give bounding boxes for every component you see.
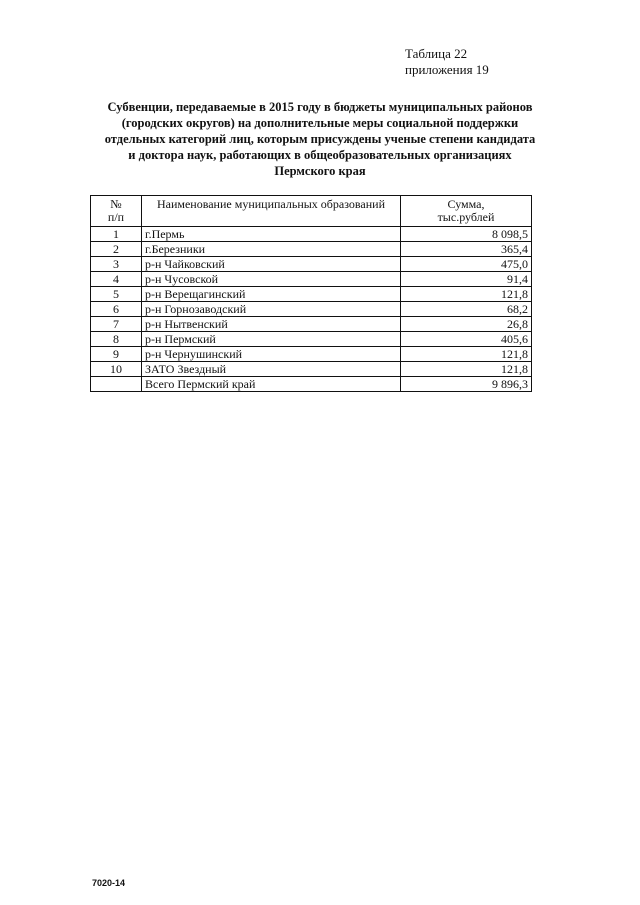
header-sum-unit: тыс.рублей [437, 210, 495, 224]
header-number-abbr: п/п [107, 210, 125, 224]
table-row [91, 257, 532, 272]
row-number: 1 [91, 227, 142, 242]
row-sum: 121,8 [401, 347, 532, 362]
row-sum: 91,4 [401, 272, 532, 287]
table-row [91, 317, 532, 332]
row-name: г.Пермь [142, 227, 401, 242]
appendix-number: приложения 19 [405, 62, 489, 77]
header-name [142, 196, 401, 227]
row-sum: 68,2 [401, 302, 532, 317]
table-row [91, 302, 532, 317]
row-name: ЗАТО Звездный [142, 362, 401, 377]
row-sum: 121,8 [401, 362, 532, 377]
document-title [70, 99, 570, 179]
document-code: 7020-14 [92, 878, 126, 888]
table-row [91, 287, 532, 302]
table-row [91, 332, 532, 347]
total-label: Всего Пермский край [142, 377, 401, 392]
row-number: 2 [91, 242, 142, 257]
row-sum: 121,8 [401, 287, 532, 302]
row-sum: 26,8 [401, 317, 532, 332]
table-total-row [91, 377, 532, 392]
header-sum-label: Сумма, [447, 197, 485, 211]
row-number: 9 [91, 347, 142, 362]
total-number-cell [91, 377, 142, 392]
table-row [91, 227, 532, 242]
header-number-symbol: № [110, 197, 122, 211]
header-name-label: Наименование муниципальных образований [156, 197, 386, 211]
subventions-table [90, 195, 532, 392]
row-number: 7 [91, 317, 142, 332]
table-header-row [91, 196, 532, 227]
row-number: 3 [91, 257, 142, 272]
row-sum: 365,4 [401, 242, 532, 257]
row-number: 4 [91, 272, 142, 287]
row-name: р-н Пермский [142, 332, 401, 347]
row-number: 8 [91, 332, 142, 347]
title-line: Пермского края [274, 164, 366, 178]
row-name: р-н Чернушинский [142, 347, 401, 362]
table-row [91, 242, 532, 257]
row-name: р-н Верещагинский [142, 287, 401, 302]
row-number: 5 [91, 287, 142, 302]
table-row [91, 347, 532, 362]
row-name: г.Березники [142, 242, 401, 257]
title-line: Субвенции, передаваемые в 2015 году в бюджеты муниципальных районов [107, 100, 533, 114]
table-reference [405, 46, 489, 78]
title-line: (городских округов) на дополнительные меры социальной поддержки [121, 116, 519, 130]
row-name: р-н Горнозаводский [142, 302, 401, 317]
title-line: отдельных категорий лиц, которым присуждены ученые степени кандидата [104, 132, 536, 146]
row-number: 10 [91, 362, 142, 377]
row-sum: 8 098,5 [401, 227, 532, 242]
row-name: р-н Чусовской [142, 272, 401, 287]
total-sum: 9 896,3 [401, 377, 532, 392]
table-row [91, 362, 532, 377]
row-sum: 405,6 [401, 332, 532, 347]
title-line: и доктора наук, работающих в общеобразовательных организациях [128, 148, 512, 162]
header-sum [401, 196, 532, 227]
header-number [91, 196, 142, 227]
table-number: Таблица 22 [405, 46, 468, 61]
row-sum: 475,0 [401, 257, 532, 272]
table-row [91, 272, 532, 287]
row-name: р-н Нытвенский [142, 317, 401, 332]
row-number: 6 [91, 302, 142, 317]
row-name: р-н Чайковский [142, 257, 401, 272]
